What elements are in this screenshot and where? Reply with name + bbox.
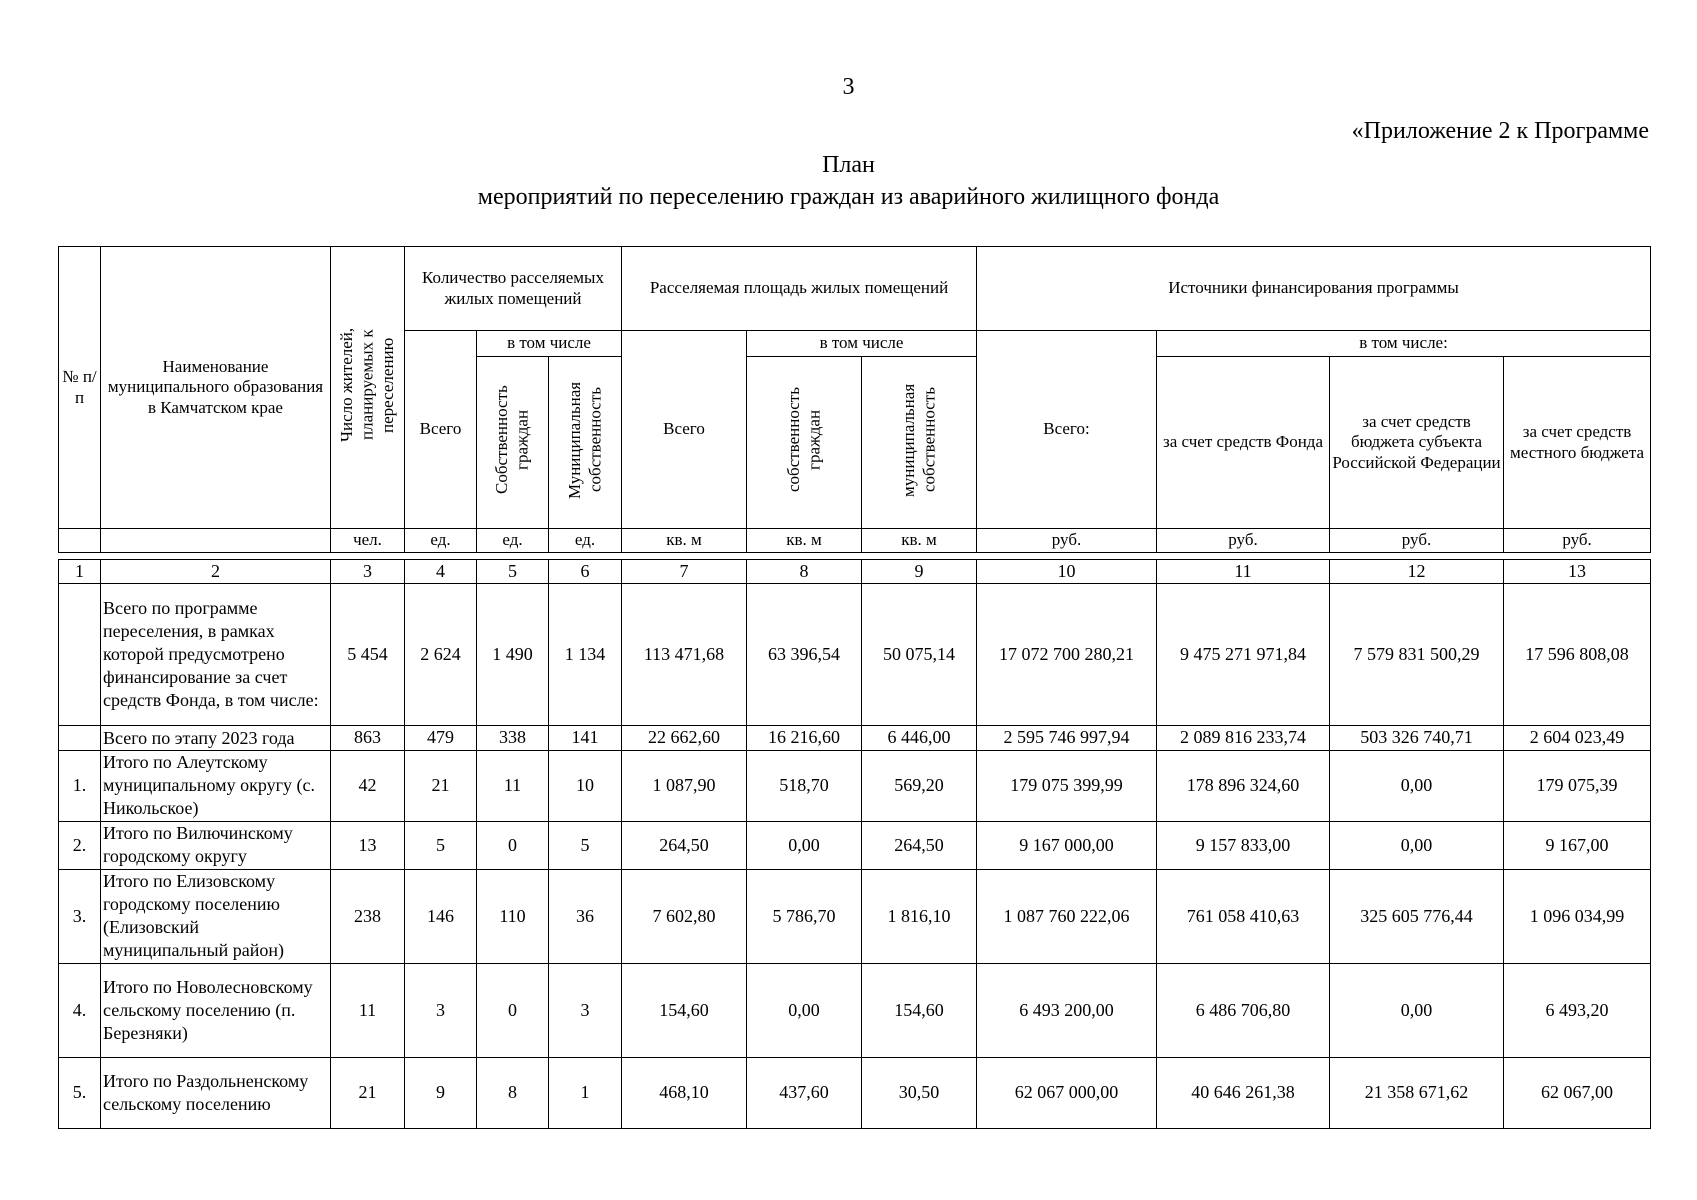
- column-number: 13: [1504, 560, 1651, 584]
- cell-value: 179 075,39: [1504, 750, 1651, 821]
- column-number: 10: [977, 560, 1157, 584]
- header-area-own-citizens-text: собственность граждан: [783, 387, 824, 493]
- cell-value: 17 072 700 280,21: [977, 584, 1157, 726]
- row-name: Итого по Елизовскому городскому поселению (Елизовский муниципальный район): [101, 869, 331, 963]
- header-unit: кв. м: [862, 529, 977, 553]
- cell-value: 1 490: [477, 584, 549, 726]
- header-group-finance: Источники финансирования программы: [977, 247, 1651, 331]
- header-finance-incl: в том числе:: [1157, 331, 1651, 357]
- column-number: 8: [747, 560, 862, 584]
- cell-value: 2 604 023,49: [1504, 726, 1651, 750]
- cell-value: 2 624: [405, 584, 477, 726]
- cell-value: 9 167 000,00: [977, 821, 1157, 869]
- header-unit: ед.: [405, 529, 477, 553]
- document-title: План: [822, 152, 875, 178]
- cell-value: 3: [405, 963, 477, 1057]
- header-area-incl: в том числе: [747, 331, 977, 357]
- cell-value: 325 605 776,44: [1330, 869, 1504, 963]
- cell-value: 569,20: [862, 750, 977, 821]
- header-area-municipal: [862, 357, 977, 529]
- cell-value: 9 157 833,00: [1157, 821, 1330, 869]
- cell-value: 5: [549, 821, 622, 869]
- cell-value: 179 075 399,99: [977, 750, 1157, 821]
- cell-value: 0: [477, 963, 549, 1057]
- header-own-citizens-text: Собственность граждан: [492, 385, 532, 495]
- data-table: [58, 559, 1651, 1129]
- cell-value: 503 326 740,71: [1330, 726, 1504, 750]
- table-row: [59, 963, 1651, 1057]
- cell-value: 154,60: [622, 963, 747, 1057]
- cell-value: 146: [405, 869, 477, 963]
- cell-value: 1 087 760 222,06: [977, 869, 1157, 963]
- cell-value: 2 595 746 997,94: [977, 726, 1157, 750]
- cell-value: 0,00: [1330, 963, 1504, 1057]
- table-row: [59, 1057, 1651, 1128]
- header-unit: чел.: [331, 529, 405, 553]
- header-finance-subject: за счет средств бюджета субъекта Российской Федерации: [1330, 357, 1504, 529]
- column-number-row: [59, 560, 1651, 584]
- cell-value: 21 358 671,62: [1330, 1057, 1504, 1128]
- table-row: [59, 726, 1651, 750]
- cell-value: 16 216,60: [747, 726, 862, 750]
- cell-value: 21: [331, 1057, 405, 1128]
- cell-value: 17 596 808,08: [1504, 584, 1651, 726]
- cell-value: 1 816,10: [862, 869, 977, 963]
- row-number: 5.: [59, 1057, 101, 1128]
- cell-value: 0,00: [1330, 821, 1504, 869]
- header-residents-text: Число жителей, планируемых к переселению: [336, 327, 397, 442]
- cell-value: 0,00: [1330, 750, 1504, 821]
- header-col-residents: [331, 247, 405, 529]
- cell-value: 3: [549, 963, 622, 1057]
- row-name: Итого по Алеутскому муниципальному округу (с. Никольское): [101, 750, 331, 821]
- cell-value: 0,00: [747, 963, 862, 1057]
- cell-value: 761 058 410,63: [1157, 869, 1330, 963]
- cell-value: 141: [549, 726, 622, 750]
- header-area-total: Всего: [622, 331, 747, 529]
- row-number: 4.: [59, 963, 101, 1057]
- row-number: [59, 584, 101, 726]
- header-unit: руб.: [1504, 529, 1651, 553]
- header-count-municipal: [549, 357, 622, 529]
- row-number: 3.: [59, 869, 101, 963]
- cell-value: 50 075,14: [862, 584, 977, 726]
- cell-value: 1 134: [549, 584, 622, 726]
- column-number: 1: [59, 560, 101, 584]
- row-name: Всего по программе переселения, в рамках которой предусмотрено финансирование за счет средств Фонда, в том числе:: [101, 584, 331, 726]
- cell-value: 863: [331, 726, 405, 750]
- header-finance-fund: за счет средств Фонда: [1157, 357, 1330, 529]
- cell-value: 11: [477, 750, 549, 821]
- cell-value: 1: [549, 1057, 622, 1128]
- header-count-total: Всего: [405, 331, 477, 529]
- cell-value: 5: [405, 821, 477, 869]
- cell-value: 5 454: [331, 584, 405, 726]
- cell-value: 9 475 271 971,84: [1157, 584, 1330, 726]
- cell-value: 8: [477, 1057, 549, 1128]
- row-name: Итого по Новолесновскому сельскому поселению (п. Березняки): [101, 963, 331, 1057]
- cell-value: 113 471,68: [622, 584, 747, 726]
- cell-value: 22 662,60: [622, 726, 747, 750]
- header-group-count: Количество расселяемых жилых помещений: [405, 247, 622, 331]
- header-unit: кв. м: [747, 529, 862, 553]
- cell-value: 178 896 324,60: [1157, 750, 1330, 821]
- appendix-label: «Приложение 2 к Программе: [1351, 118, 1649, 144]
- cell-value: 468,10: [622, 1057, 747, 1128]
- document-subtitle: мероприятий по переселению граждан из аварийного жилищного фонда: [477, 184, 1220, 210]
- column-number: 9: [862, 560, 977, 584]
- cell-value: 30,50: [862, 1057, 977, 1128]
- cell-value: 0: [477, 821, 549, 869]
- cell-value: 110: [477, 869, 549, 963]
- cell-value: 1 087,90: [622, 750, 747, 821]
- column-number: 6: [549, 560, 622, 584]
- cell-value: 437,60: [747, 1057, 862, 1128]
- cell-value: 40 646 261,38: [1157, 1057, 1330, 1128]
- header-unit: руб.: [1330, 529, 1504, 553]
- header-unit-empty: [59, 529, 101, 553]
- row-name: Итого по Вилючинскому городскому округу: [101, 821, 331, 869]
- cell-value: 154,60: [862, 963, 977, 1057]
- cell-value: 6 446,00: [862, 726, 977, 750]
- cell-value: 0,00: [747, 821, 862, 869]
- header-unit-empty: [101, 529, 331, 553]
- row-name: Всего по этапу 2023 года: [101, 726, 331, 750]
- header-count-incl: в том числе: [477, 331, 622, 357]
- header-count-own-citizens: [477, 357, 549, 529]
- cell-value: 264,50: [862, 821, 977, 869]
- page-number: 3: [842, 74, 855, 100]
- header-area-own-citizens: [747, 357, 862, 529]
- cell-value: 10: [549, 750, 622, 821]
- column-number: 5: [477, 560, 549, 584]
- cell-value: 11: [331, 963, 405, 1057]
- cell-value: 36: [549, 869, 622, 963]
- header-unit: кв. м: [622, 529, 747, 553]
- table-row: [59, 869, 1651, 963]
- cell-value: 338: [477, 726, 549, 750]
- table-row: [59, 821, 1651, 869]
- row-number: [59, 726, 101, 750]
- header-unit: руб.: [977, 529, 1157, 553]
- cell-value: 9 167,00: [1504, 821, 1651, 869]
- cell-value: 6 493 200,00: [977, 963, 1157, 1057]
- cell-value: 6 486 706,80: [1157, 963, 1330, 1057]
- cell-value: 7 579 831 500,29: [1330, 584, 1504, 726]
- column-number: 11: [1157, 560, 1330, 584]
- cell-value: 63 396,54: [747, 584, 862, 726]
- column-number: 4: [405, 560, 477, 584]
- cell-value: 42: [331, 750, 405, 821]
- table-row: [59, 584, 1651, 726]
- cell-value: 62 067,00: [1504, 1057, 1651, 1128]
- header-unit: ед.: [549, 529, 622, 553]
- cell-value: 21: [405, 750, 477, 821]
- header-col-number: № п/п: [59, 247, 101, 529]
- cell-value: 7 602,80: [622, 869, 747, 963]
- row-number: 1.: [59, 750, 101, 821]
- column-number: 2: [101, 560, 331, 584]
- cell-value: 518,70: [747, 750, 862, 821]
- column-number: 12: [1330, 560, 1504, 584]
- header-unit: ед.: [477, 529, 549, 553]
- header-area-municipal-text: муниципальная собственность: [898, 383, 939, 497]
- cell-value: 2 089 816 233,74: [1157, 726, 1330, 750]
- cell-value: 9: [405, 1057, 477, 1128]
- header-col-name: Наименование муниципального образования в Камчатском крае: [101, 247, 331, 529]
- table-row: [59, 750, 1651, 821]
- column-number: 3: [331, 560, 405, 584]
- column-number: 7: [622, 560, 747, 584]
- row-name: Итого по Раздольненскому сельскому поселению: [101, 1057, 331, 1128]
- cell-value: 6 493,20: [1504, 963, 1651, 1057]
- cell-value: 479: [405, 726, 477, 750]
- cell-value: 5 786,70: [747, 869, 862, 963]
- cell-value: 1 096 034,99: [1504, 869, 1651, 963]
- cell-value: 238: [331, 869, 405, 963]
- header-unit: руб.: [1157, 529, 1330, 553]
- row-number: 2.: [59, 821, 101, 869]
- cell-value: 13: [331, 821, 405, 869]
- header-municipal-text: Муниципальная собственность: [564, 381, 604, 499]
- cell-value: 62 067 000,00: [977, 1057, 1157, 1128]
- header-table: [58, 246, 1651, 553]
- header-finance-total: Всего:: [977, 331, 1157, 529]
- header-group-area: Расселяемая площадь жилых помещений: [622, 247, 977, 331]
- cell-value: 264,50: [622, 821, 747, 869]
- header-finance-local: за счет средств местного бюджета: [1504, 357, 1651, 529]
